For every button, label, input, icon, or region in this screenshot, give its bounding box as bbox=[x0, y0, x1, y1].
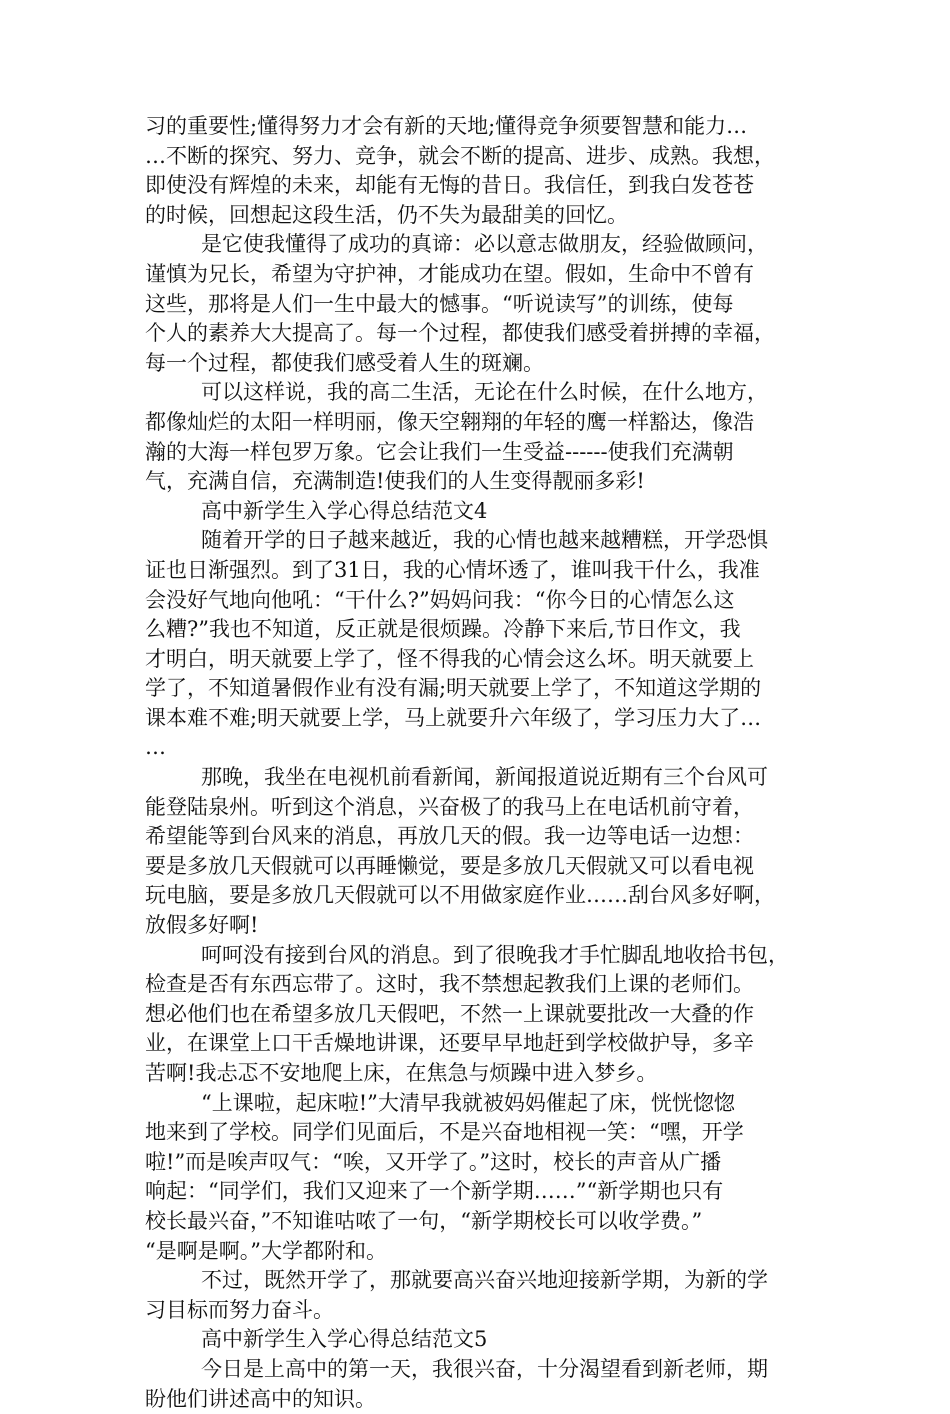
paragraph-6 bbox=[145, 941, 809, 1089]
text-line: 每一个过程，都使我们感受着人生的斑斓。 bbox=[145, 350, 544, 375]
text-line: 课本难不难;明天就要上学，马上就要升六年级了，学习压力大了… bbox=[145, 705, 762, 730]
text-line: 检查是否有东西忘带了。这时，我不禁想起教我们上课的老师们。 bbox=[145, 972, 754, 997]
text-line: …不断的探究、努力、竞争，就会不断的提高、进步、成熟。我想， bbox=[145, 143, 775, 168]
text-line: 校长最兴奋，”不知谁咕哝了一句，“新学期校长可以收学费。” bbox=[145, 1208, 703, 1233]
text-line: 不过，既然开学了，那就要高兴奋兴地迎接新学期，为新的学 bbox=[201, 1268, 768, 1293]
text-line: 习的重要性;懂得努力才会有新的天地;懂得竞争须要智慧和能力… bbox=[145, 114, 748, 138]
text-line: 啦!”而是唉声叹气：“唉，又开学了。”这时，校长的声音从广播 bbox=[145, 1149, 722, 1174]
text-line: 能登陆泉州。听到这个消息，兴奋极了的我马上在电话机前守着， bbox=[145, 794, 754, 819]
paragraph-9 bbox=[145, 1355, 809, 1414]
text-line: 呵呵没有接到台风的消息。到了很晚我才手忙脚乱地收拾书包， bbox=[201, 942, 789, 967]
text-line: 学了，不知道暑假作业有没有漏;明天就要上学了，不知道这学期的 bbox=[145, 676, 762, 701]
text-line: 盼他们讲述高中的知识。 bbox=[145, 1386, 376, 1411]
section-heading-5 bbox=[145, 1325, 809, 1355]
text-line: 可以这样说，我的高二生活，无论在什么时候，在什么地方， bbox=[201, 380, 768, 405]
text-line: 谨慎为兄长，希望为守护神，才能成功在望。假如，生命中不曾有 bbox=[145, 261, 754, 286]
text-line: 今日是上高中的第一天，我很兴奋，十分渴望看到新老师，期 bbox=[201, 1356, 768, 1381]
text-line: 即使没有辉煌的未来，却能有无悔的昔日。我信任，到我白发苍苍 bbox=[145, 173, 754, 198]
paragraph-4 bbox=[145, 526, 809, 763]
text-line: 地来到了学校。同学们见面后，不是兴奋地相视一笑：“嘿，开学 bbox=[145, 1120, 744, 1145]
text-line: 都像灿烂的太阳一样明丽，像天空翱翔的年轻的鹰一样豁达，像浩 bbox=[145, 409, 754, 434]
text-line: 响起：“同学们，我们又迎来了一个新学期……”“新学期也只有 bbox=[145, 1179, 724, 1204]
text-line: 放假多好啊! bbox=[145, 913, 259, 938]
text-line: 要是多放几天假就可以再睡懒觉，要是多放几天假就又可以看电视 bbox=[145, 853, 754, 878]
paragraph-2 bbox=[145, 230, 809, 378]
document-page bbox=[145, 112, 809, 1414]
section-heading-4 bbox=[145, 497, 809, 527]
text-line: 证也日渐强烈。到了31日，我的心情坏透了，谁叫我干什么，我准 bbox=[145, 557, 760, 582]
text-line: 这些，那将是人们一生中最大的憾事。“听说读写”的训练，使每 bbox=[145, 291, 734, 316]
text-line: 那晚，我坐在电视机前看新闻，新闻报道说近期有三个台风可 bbox=[201, 765, 768, 790]
text-line: 是它使我懂得了成功的真谛：必以意志做朋友，经验做顾问， bbox=[201, 232, 768, 257]
text-line: “是啊是啊。”大学都附和。 bbox=[145, 1238, 387, 1263]
paragraph-3 bbox=[145, 378, 809, 496]
text-line: 个人的素养大大提高了。每一个过程，都使我们感受着拼搏的幸福， bbox=[145, 321, 775, 346]
paragraph-1 bbox=[145, 112, 809, 230]
paragraph-8 bbox=[145, 1266, 809, 1325]
text-line: 么糟?”我也不知道，反正就是很烦躁。冷静下来后,节日作文，我 bbox=[145, 617, 741, 642]
text-line: 玩电脑，要是多放几天假就可以不用做家庭作业……刮台风多好啊， bbox=[145, 883, 775, 908]
text-line: “上课啦，起床啦!”大清早我就被妈妈催起了床，恍恍惚惚 bbox=[201, 1090, 735, 1115]
text-line: 习目标而努力奋斗。 bbox=[145, 1297, 334, 1322]
text-line: 会没好气地向他吼：“干什么?”妈妈问我：“你今日的心情怎么这 bbox=[145, 587, 735, 612]
text-line: … bbox=[145, 735, 166, 760]
section-heading: 高中新学生入学心得总结范文5 bbox=[201, 1327, 488, 1352]
text-line: 的时候，回想起这段生活，仍不失为最甜美的回忆。 bbox=[145, 202, 628, 227]
text-line: 业，在课堂上口干舌燥地讲课，还要早早地赶到学校做护导，多辛 bbox=[145, 1031, 754, 1056]
paragraph-5 bbox=[145, 763, 809, 941]
text-line: 想必他们也在希望多放几天假吧，不然一上课就要批改一大叠的作 bbox=[145, 1001, 754, 1026]
text-line: 瀚的大海一样包罗万象。它会让我们一生受益------使我们充满朝 bbox=[145, 439, 734, 464]
paragraph-7 bbox=[145, 1089, 809, 1267]
section-heading: 高中新学生入学心得总结范文4 bbox=[201, 498, 488, 523]
text-line: 气，充满自信，充满制造!使我们的人生变得靓丽多彩! bbox=[145, 469, 645, 494]
text-line: 苦啊!我忐忑不安地爬上床，在焦急与烦躁中进入梦乡。 bbox=[145, 1061, 658, 1085]
text-line: 希望能等到台风来的消息，再放几天的假。我一边等电话一边想： bbox=[145, 824, 754, 849]
text-line: 才明白，明天就要上学了，怪不得我的心情会这么坏。明天就要上 bbox=[145, 646, 754, 671]
text-line: 随着开学的日子越来越近，我的心情也越来越糟糕，开学恐惧 bbox=[201, 528, 768, 553]
